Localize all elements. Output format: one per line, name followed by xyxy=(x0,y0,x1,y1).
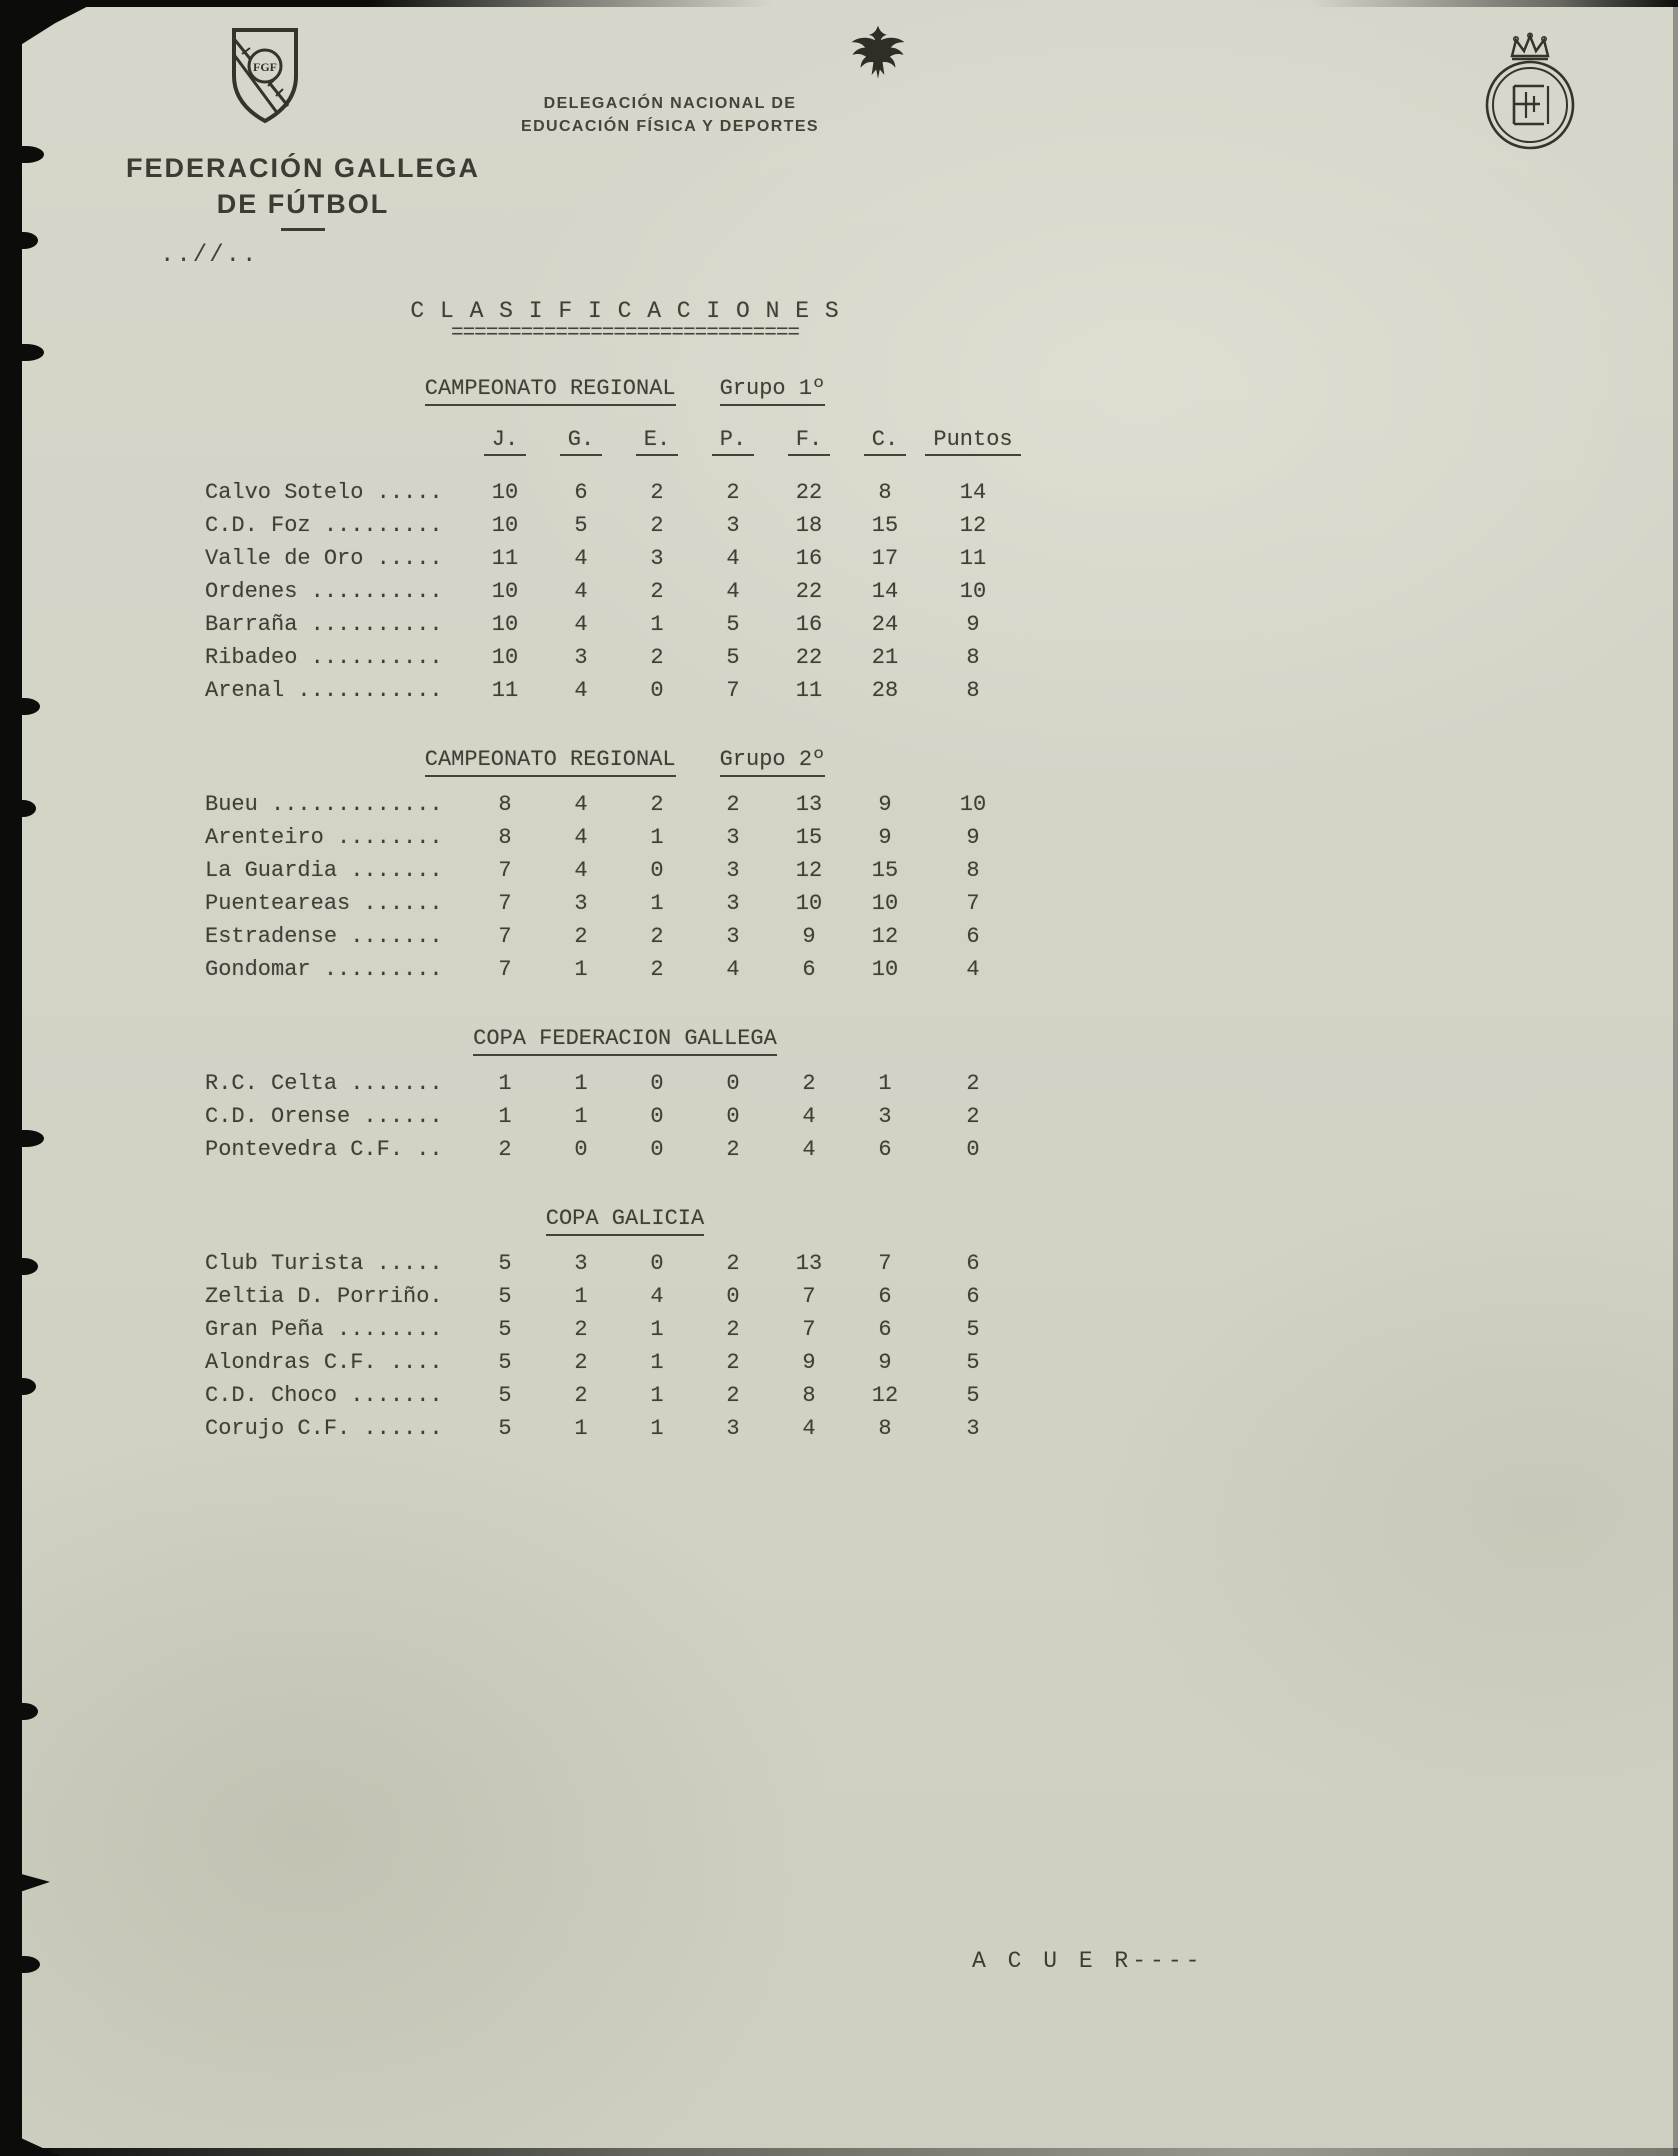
stat-value: 1 xyxy=(650,1317,664,1342)
team-name: Corujo C.F. ...... xyxy=(205,1416,443,1441)
stat-value: 5 xyxy=(498,1317,512,1342)
stat-value: 3 xyxy=(574,1251,588,1276)
team-name: La Guardia ....... xyxy=(205,858,443,883)
stat-value: 1 xyxy=(574,1104,588,1129)
stat-value: 0 xyxy=(650,1104,664,1129)
stat-value: 11 xyxy=(491,678,519,703)
stat-value: 2 xyxy=(802,1071,816,1096)
team-name: C.D. Foz ......... xyxy=(205,513,443,538)
punch-hole xyxy=(14,146,44,163)
scan-edge-left xyxy=(0,0,22,2156)
stat-value: 3 xyxy=(726,513,740,538)
stat-value: 4 xyxy=(574,678,588,703)
stat-value: 8 xyxy=(878,480,892,505)
column-header xyxy=(619,427,695,452)
stat-value: 18 xyxy=(795,513,823,538)
stat-value: 6 xyxy=(966,924,980,949)
stat-value: 2 xyxy=(650,480,664,505)
stat-value: 5 xyxy=(498,1284,512,1309)
stat-value: 6 xyxy=(802,957,816,982)
classification-section xyxy=(205,747,1045,990)
table-body xyxy=(205,480,1045,711)
stat-value: 4 xyxy=(574,579,588,604)
stat-value: 4 xyxy=(966,957,980,982)
stat-value: 4 xyxy=(726,957,740,982)
stat-value: 15 xyxy=(871,858,899,883)
column-header-row xyxy=(205,427,1045,460)
punch-hole xyxy=(14,1956,40,1973)
org-center-line1: DELEGACIÓN NACIONAL DE xyxy=(543,95,797,112)
column-header-label: E. xyxy=(636,427,678,456)
stat-value: 0 xyxy=(650,1137,664,1162)
stat-value: 7 xyxy=(878,1251,892,1276)
stat-value: 4 xyxy=(802,1104,816,1129)
sections xyxy=(205,376,1045,1449)
stat-value: 2 xyxy=(726,1137,740,1162)
stat-value: 3 xyxy=(726,858,740,883)
org-left-underline xyxy=(281,228,325,231)
stat-value: 8 xyxy=(966,858,980,883)
stat-value: 4 xyxy=(726,546,740,571)
stat-value: 9 xyxy=(966,825,980,850)
org-left-line1: FEDERACIÓN GALLEGA xyxy=(125,153,480,183)
stat-value: 11 xyxy=(795,678,823,703)
stat-value: 4 xyxy=(650,1284,664,1309)
table-row xyxy=(205,1416,1045,1449)
stat-value: 2 xyxy=(574,924,588,949)
stat-value: 8 xyxy=(498,825,512,850)
team-name: Puenteareas ...... xyxy=(205,891,443,916)
stat-value: 1 xyxy=(498,1071,512,1096)
stat-value: 0 xyxy=(966,1137,980,1162)
section-title: CAMPEONATO REGIONAL xyxy=(425,747,676,777)
section-title: CAMPEONATO REGIONAL xyxy=(425,376,676,406)
team-name: Gondomar ......... xyxy=(205,957,443,982)
team-name: R.C. Celta ....... xyxy=(205,1071,443,1096)
team-name: Bueu ............. xyxy=(205,792,443,817)
stat-value: 2 xyxy=(650,513,664,538)
team-name: Arenal ........... xyxy=(205,678,443,703)
team-name: Club Turista ..... xyxy=(205,1251,443,1276)
fgf-monogram: FGF xyxy=(253,60,277,74)
stat-value: 7 xyxy=(802,1317,816,1342)
stat-value: 28 xyxy=(871,678,899,703)
section-heading xyxy=(205,1206,1045,1231)
punch-hole xyxy=(14,1130,44,1147)
stat-value: 2 xyxy=(726,1383,740,1408)
stat-value: 5 xyxy=(966,1317,980,1342)
stat-value: 7 xyxy=(726,678,740,703)
stat-value: 7 xyxy=(498,891,512,916)
stat-value: 1 xyxy=(650,1416,664,1441)
stat-value: 10 xyxy=(491,579,519,604)
column-header xyxy=(467,427,543,452)
section-title: COPA GALICIA xyxy=(546,1206,704,1236)
team-name: Arenteiro ........ xyxy=(205,825,443,850)
stat-value: 2 xyxy=(726,792,740,817)
stat-value: 1 xyxy=(498,1104,512,1129)
stat-value: 12 xyxy=(871,924,899,949)
stat-value: 1 xyxy=(574,1071,588,1096)
team-name: Gran Peña ........ xyxy=(205,1317,443,1342)
stat-value: 1 xyxy=(574,1416,588,1441)
table-row xyxy=(205,792,1045,825)
team-name: Valle de Oro ..... xyxy=(205,546,443,571)
stat-value: 12 xyxy=(959,513,987,538)
page-continuation-mark: ..//.. xyxy=(160,242,259,269)
table-row xyxy=(205,1251,1045,1284)
stat-value: 2 xyxy=(574,1350,588,1375)
stat-value: 7 xyxy=(498,924,512,949)
stat-value: 9 xyxy=(878,792,892,817)
stat-value: 2 xyxy=(966,1104,980,1129)
stat-value: 3 xyxy=(726,1416,740,1441)
stat-value: 7 xyxy=(498,957,512,982)
stat-value: 2 xyxy=(966,1071,980,1096)
stat-value: 8 xyxy=(498,792,512,817)
table-body xyxy=(205,1071,1045,1170)
punch-hole xyxy=(14,800,36,817)
table-row xyxy=(205,1284,1045,1317)
column-header-label: J. xyxy=(484,427,526,456)
stat-value: 2 xyxy=(726,1251,740,1276)
table-row xyxy=(205,513,1045,546)
org-left-line2: DE FÚTBOL xyxy=(216,189,390,219)
footer-catchword: A C U E R---- xyxy=(972,1948,1204,1974)
team-name: C.D. Choco ....... xyxy=(205,1383,443,1408)
stat-value: 10 xyxy=(871,891,899,916)
stat-value: 22 xyxy=(795,645,823,670)
stat-value: 4 xyxy=(726,579,740,604)
table-row xyxy=(205,924,1045,957)
stat-value: 5 xyxy=(726,612,740,637)
stat-value: 6 xyxy=(878,1137,892,1162)
team-name: C.D. Orense ...... xyxy=(205,1104,443,1129)
table-row xyxy=(205,858,1045,891)
stat-value: 0 xyxy=(726,1071,740,1096)
stat-value: 3 xyxy=(726,825,740,850)
stat-value: 5 xyxy=(966,1383,980,1408)
column-header-label: F. xyxy=(788,427,830,456)
stat-value: 0 xyxy=(650,1251,664,1276)
stat-value: 8 xyxy=(802,1383,816,1408)
stat-value: 4 xyxy=(802,1137,816,1162)
team-name: Alondras C.F. .... xyxy=(205,1350,443,1375)
team-name: Pontevedra C.F. .. xyxy=(205,1137,443,1162)
stat-value: 22 xyxy=(795,579,823,604)
punch-hole xyxy=(14,1703,38,1720)
org-name-left xyxy=(88,150,518,231)
document-title: C L A S I F I C A C I O N E S xyxy=(410,298,840,324)
team-name: Calvo Sotelo ..... xyxy=(205,480,443,505)
stat-value: 9 xyxy=(878,825,892,850)
stat-value: 15 xyxy=(871,513,899,538)
team-name: Barraña .......... xyxy=(205,612,443,637)
stat-value: 3 xyxy=(574,891,588,916)
stat-value: 5 xyxy=(574,513,588,538)
stat-value: 7 xyxy=(498,858,512,883)
stat-value: 5 xyxy=(966,1350,980,1375)
stat-value: 8 xyxy=(878,1416,892,1441)
classification-section xyxy=(205,376,1045,711)
table-row xyxy=(205,1137,1045,1170)
stat-value: 1 xyxy=(650,612,664,637)
stat-value: 11 xyxy=(491,546,519,571)
table-row xyxy=(205,645,1045,678)
stat-value: 7 xyxy=(966,891,980,916)
stat-value: 0 xyxy=(726,1104,740,1129)
table-body xyxy=(205,1251,1045,1449)
stat-value: 3 xyxy=(966,1416,980,1441)
stat-value: 10 xyxy=(491,480,519,505)
punch-hole xyxy=(14,344,44,361)
section-heading xyxy=(205,1026,1045,1051)
punch-hole xyxy=(14,1258,38,1275)
stat-value: 4 xyxy=(574,825,588,850)
stat-value: 0 xyxy=(650,1071,664,1096)
table-row xyxy=(205,678,1045,711)
stat-value: 2 xyxy=(574,1317,588,1342)
stat-value: 0 xyxy=(726,1284,740,1309)
table-row xyxy=(205,1071,1045,1104)
stat-value: 2 xyxy=(650,645,664,670)
stat-value: 15 xyxy=(795,825,823,850)
table-row xyxy=(205,612,1045,645)
section-subtitle: Grupo 1º xyxy=(720,376,826,406)
stat-value: 3 xyxy=(574,645,588,670)
stat-value: 16 xyxy=(795,612,823,637)
stat-value: 7 xyxy=(802,1284,816,1309)
team-name: Zeltia D. Porriño. xyxy=(205,1284,443,1309)
stat-value: 24 xyxy=(871,612,899,637)
section-subtitle: Grupo 2º xyxy=(720,747,826,777)
stat-value: 2 xyxy=(498,1137,512,1162)
stat-value: 2 xyxy=(726,1350,740,1375)
table-row xyxy=(205,891,1045,924)
stat-value: 4 xyxy=(574,612,588,637)
stat-value: 2 xyxy=(650,957,664,982)
stat-value: 21 xyxy=(871,645,899,670)
section-heading xyxy=(205,747,1045,772)
stat-value: 10 xyxy=(491,513,519,538)
stat-value: 4 xyxy=(574,858,588,883)
scan-edge-bottom xyxy=(0,2148,1678,2156)
stat-value: 1 xyxy=(650,1350,664,1375)
stat-value: 14 xyxy=(959,480,987,505)
stat-value: 3 xyxy=(726,924,740,949)
stat-value: 6 xyxy=(878,1284,892,1309)
stat-value: 8 xyxy=(966,645,980,670)
stat-value: 6 xyxy=(966,1251,980,1276)
stat-value: 6 xyxy=(966,1284,980,1309)
stat-value: 8 xyxy=(966,678,980,703)
stat-value: 1 xyxy=(878,1071,892,1096)
stat-value: 0 xyxy=(650,858,664,883)
document-title-rule: ============================== xyxy=(450,322,800,345)
table-row xyxy=(205,1317,1045,1350)
section-heading xyxy=(205,376,1045,401)
stat-value: 10 xyxy=(491,645,519,670)
table-body xyxy=(205,792,1045,990)
stat-value: 4 xyxy=(574,792,588,817)
stat-value: 2 xyxy=(650,924,664,949)
stat-value: 2 xyxy=(650,792,664,817)
team-name: Ordenes .......... xyxy=(205,579,443,604)
stat-value: 17 xyxy=(871,546,899,571)
column-header-label: P. xyxy=(712,427,754,456)
column-header-label: G. xyxy=(560,427,602,456)
column-header-label: Puntos xyxy=(925,427,1020,456)
column-header xyxy=(695,427,771,452)
stat-value: 2 xyxy=(726,1317,740,1342)
stat-value: 9 xyxy=(802,1350,816,1375)
scan-edge-right xyxy=(1673,0,1678,2156)
stat-value: 22 xyxy=(795,480,823,505)
stat-value: 1 xyxy=(574,957,588,982)
table-row xyxy=(205,1350,1045,1383)
stat-value: 10 xyxy=(959,579,987,604)
stat-value: 0 xyxy=(650,678,664,703)
stat-value: 13 xyxy=(795,792,823,817)
stat-value: 4 xyxy=(802,1416,816,1441)
stat-value: 5 xyxy=(498,1383,512,1408)
table-row xyxy=(205,579,1045,612)
stat-value: 6 xyxy=(878,1317,892,1342)
stat-value: 2 xyxy=(574,1383,588,1408)
column-header xyxy=(923,427,1023,452)
table-row xyxy=(205,1104,1045,1137)
team-name: Estradense ....... xyxy=(205,924,443,949)
stat-value: 4 xyxy=(574,546,588,571)
stat-value: 2 xyxy=(650,579,664,604)
stat-value: 1 xyxy=(650,1383,664,1408)
table-row xyxy=(205,825,1045,858)
column-header xyxy=(771,427,847,452)
table-row xyxy=(205,480,1045,513)
stat-value: 6 xyxy=(574,480,588,505)
stat-value: 5 xyxy=(498,1350,512,1375)
scan-edge-top xyxy=(0,0,1678,7)
stat-value: 9 xyxy=(802,924,816,949)
stat-value: 1 xyxy=(650,891,664,916)
typed-content xyxy=(205,298,1045,1449)
stat-value: 13 xyxy=(795,1251,823,1276)
table-row xyxy=(205,1383,1045,1416)
table-row xyxy=(205,546,1045,579)
column-header xyxy=(543,427,619,452)
punch-hole xyxy=(14,232,38,249)
team-name: Ribadeo .......... xyxy=(205,645,443,670)
column-header xyxy=(847,427,923,452)
punch-hole xyxy=(14,1378,36,1395)
stat-value: 10 xyxy=(491,612,519,637)
stat-value: 16 xyxy=(795,546,823,571)
stat-value: 3 xyxy=(650,546,664,571)
column-header-label: C. xyxy=(864,427,906,456)
stat-value: 11 xyxy=(959,546,987,571)
table-row xyxy=(205,957,1045,990)
section-title: COPA FEDERACION GALLEGA xyxy=(473,1026,777,1056)
classification-section xyxy=(205,1026,1045,1170)
royal-federation-emblem xyxy=(1474,32,1586,159)
stat-value: 3 xyxy=(726,891,740,916)
stat-value: 1 xyxy=(650,825,664,850)
stat-value: 12 xyxy=(871,1383,899,1408)
punch-hole xyxy=(14,698,40,715)
stat-value: 0 xyxy=(574,1137,588,1162)
stat-value: 2 xyxy=(726,480,740,505)
fgf-shield-logo xyxy=(226,24,304,133)
stat-value: 1 xyxy=(574,1284,588,1309)
stat-value: 9 xyxy=(878,1350,892,1375)
classification-section xyxy=(205,1206,1045,1449)
stat-value: 5 xyxy=(498,1416,512,1441)
org-name-center xyxy=(505,92,835,138)
org-center-line2: EDUCACIÓN FÍSICA Y DEPORTES xyxy=(521,118,819,135)
stat-value: 14 xyxy=(871,579,899,604)
stat-value: 10 xyxy=(959,792,987,817)
stat-value: 5 xyxy=(498,1251,512,1276)
falange-eagle-icon xyxy=(846,20,910,93)
stat-value: 5 xyxy=(726,645,740,670)
stat-value: 3 xyxy=(878,1104,892,1129)
punch-hole xyxy=(14,1872,50,1894)
stat-value: 10 xyxy=(795,891,823,916)
stat-value: 9 xyxy=(966,612,980,637)
stat-value: 12 xyxy=(795,858,823,883)
stat-value: 10 xyxy=(871,957,899,982)
